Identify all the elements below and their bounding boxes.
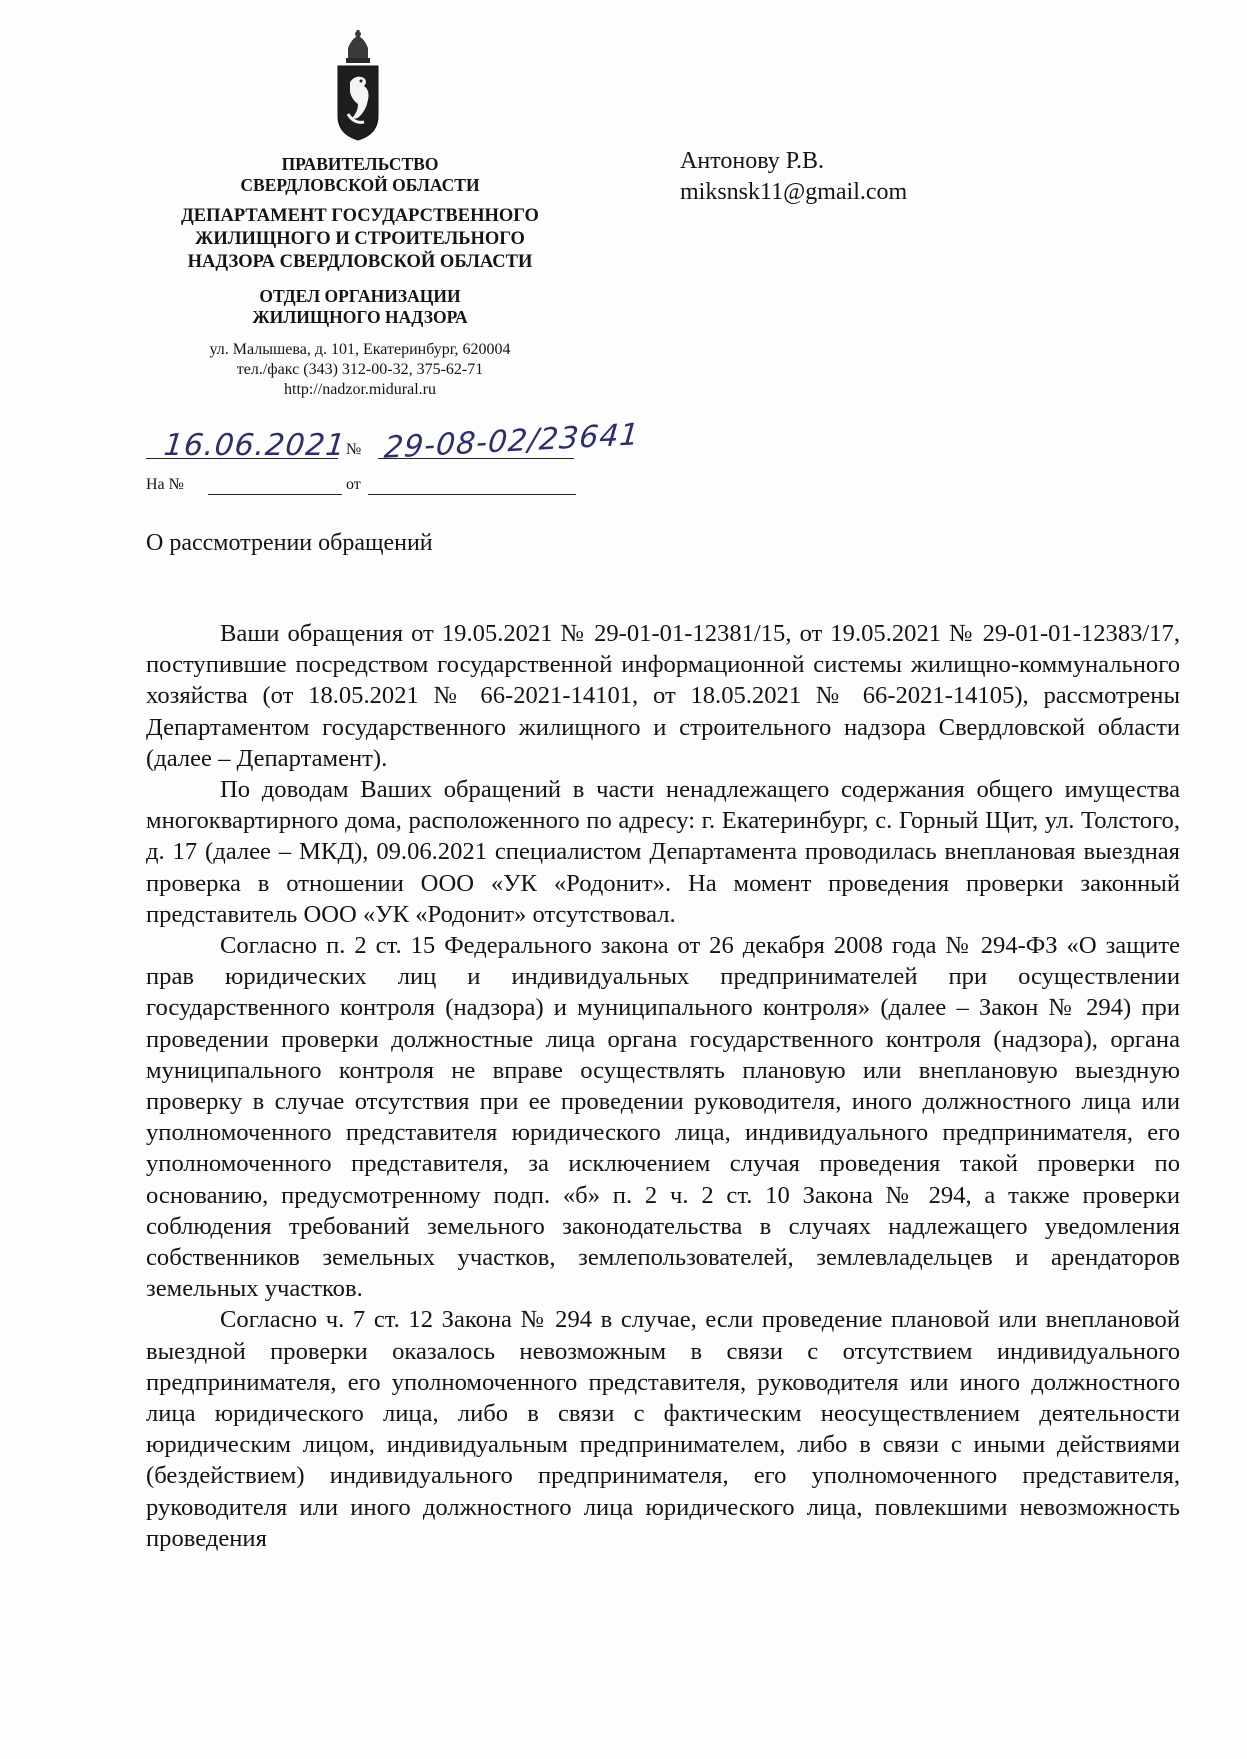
letter-subject: О рассмотрении обращений [146, 530, 433, 556]
registration-number: 29-08-02/23641 [382, 417, 642, 466]
body-paragraph: По доводам Ваших обращений в части ненадлежащего содержания общего имущества многоквартирного дома, расположенного по адресу: г. Екатеринбург, с. Горный Щит, ул. Толстого, д. 17 (далее – МКД), 09.06.2021 специалистом Департамента проводилась внеплановая выездная проверка в отношении ООО «УК «Родонит». На момент проведения проверки законный представитель ООО «УК «Родонит» отсутствовал. [146, 776, 1180, 928]
government-name: ПРАВИТЕЛЬСТВО СВЕРДЛОВСКОЙ ОБЛАСТИ [240, 154, 480, 195]
department-name: ДЕПАРТАМЕНТ ГОСУДАРСТВЕННОГО ЖИЛИЩНОГО И СТРОИТЕЛЬНОГО НАДЗОРА СВЕРДЛОВСКОЙ ОБЛАСТИ [181, 206, 539, 272]
division-name: ОТДЕЛ ОРГАНИЗАЦИИ ЖИЛИЩНОГО НАДЗОРА [252, 286, 468, 327]
reply-number-label: На № [146, 476, 184, 493]
coat-of-arms-icon [334, 30, 382, 142]
recipient-block [680, 146, 907, 208]
number-label: № [346, 441, 362, 458]
recipient-name: Антонову Р.В. [680, 148, 825, 174]
body-paragraph: Ваши обращения от 19.05.2021 № 29-01-01-12381/15, от 19.05.2021 № 29-01-01-12383/17, поступившие посредством государственной информационной системы жилищно-коммунального хозяйства (от 18.05.2021 № 66-2021-14101, от 18.05.2021 № 66-2021-14105), рассмотрены Департаментом государственного жилищного и строительного надзора Свердловской области (далее – Департамент). [146, 620, 1180, 772]
registration-row [146, 417, 642, 466]
phone: тел./факс (343) 312-00-32, 375-62-71 [236, 361, 484, 378]
registration-date: 16.06.2021 [162, 428, 348, 463]
recipient-email: miksnsk11@gmail.com [680, 179, 908, 205]
letterhead [120, 154, 600, 400]
registration-date-field [146, 428, 348, 463]
body-paragraph: Согласно п. 2 ст. 15 Федерального закона от 26 декабря 2008 года № 294-ФЗ «О защите прав юридических лиц и индивидуальных предпринимателей при осуществлении государственного контроля (надзора) и муниципального контроля» (далее – Закон № 294) при проведении проверки должностные лица органа государственного контроля (надзора), органа муниципального контроля не вправе осуществлять плановую или внеплановую выездную проверку в случае отсутствия при ее проведении руководителя, иного должностного лица или уполномоченного представителя юридического лица, индивидуального предпринимателя, его уполномоченного представителя, за исключением случая проведения такой проверки по основанию, предусмотренному подп. «б» п. 2 ч. 2 ст. 10 Закона № 294, а также проверки соблюдения требований земельного законодательства в случаях надлежащего уведомления собственников земельных участков, землепользователей, землевладельцев и арендаторов земельных участков. [146, 932, 1180, 1303]
reply-from-label: от [346, 476, 361, 493]
letter-body [146, 618, 1180, 1554]
website: http://nadzor.midural.ru [284, 381, 436, 398]
reply-number-line [208, 494, 342, 495]
address: ул. Малышева, д. 101, Екатеринбург, 620004 [209, 341, 511, 358]
reply-date-line [368, 494, 576, 495]
body-paragraph: Согласно ч. 7 ст. 12 Закона № 294 в случае, если проведение плановой или внеплановой выездной проверки оказалось невозможным в связи с отсутствием индивидуального предпринимателя, его уполномоченного представителя, руководителя или иного должностного лица юридического лица, либо в связи с фактическим неосуществлением деятельности юридическим лицом, индивидуальным предпринимателем, либо в связи с иными действиями (бездействием) индивидуального предпринимателя, его уполномоченного представителя, руководителя или иного должностного лица юридического лица, повлекшими невозможность проведения [146, 1306, 1180, 1552]
reply-reference-row [146, 474, 586, 498]
registration-number-field [378, 417, 642, 466]
